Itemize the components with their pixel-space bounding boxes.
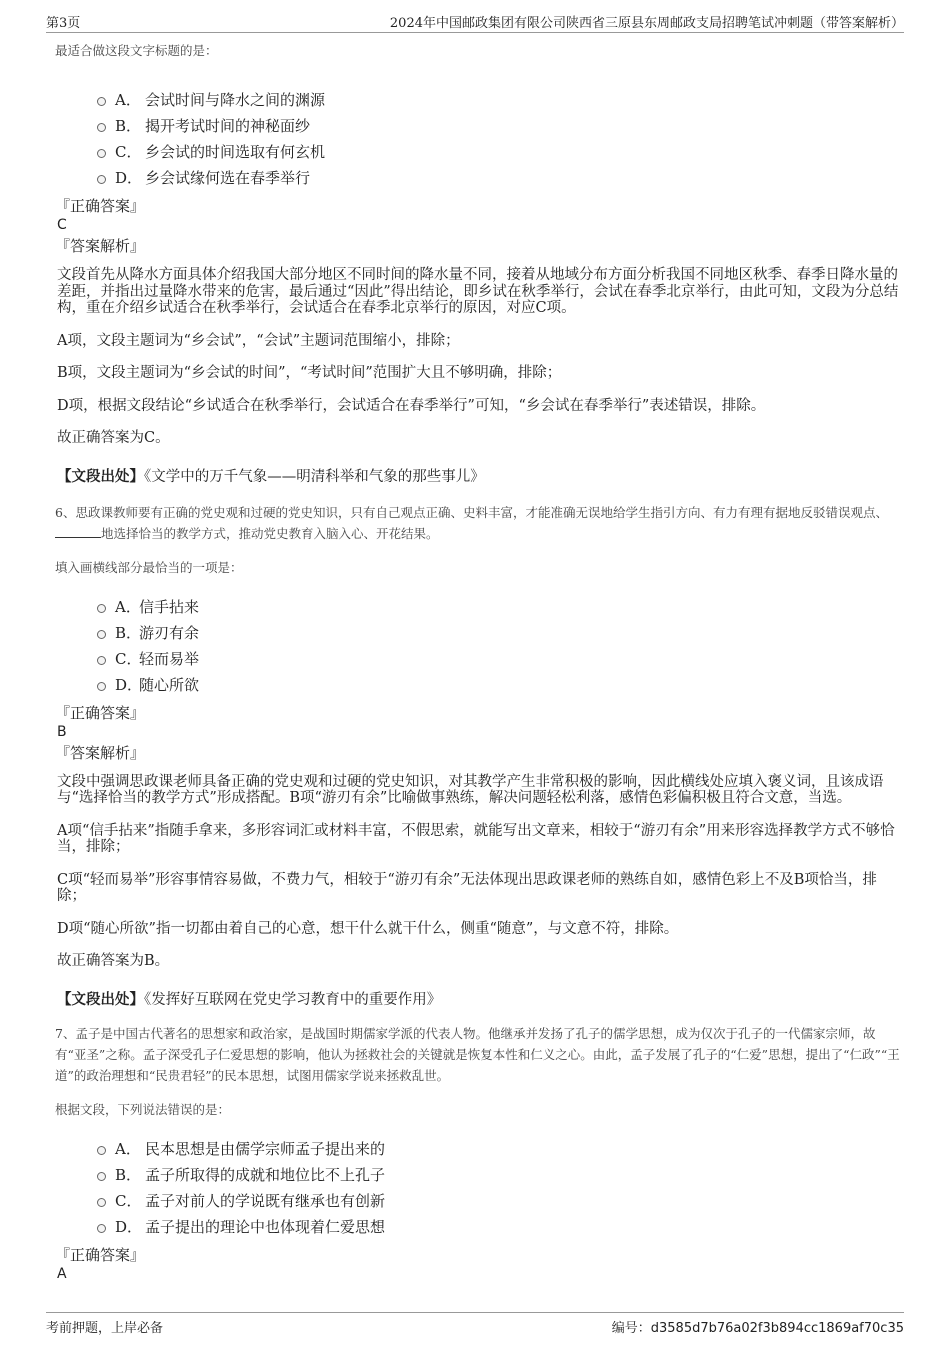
q5-option-b[interactable]: B． 揭开考试时间的神秘面纱	[97, 113, 904, 139]
q5-option-d[interactable]: D． 乡会试缘何选在春季举行	[97, 165, 904, 191]
radio-icon[interactable]	[97, 97, 106, 106]
q6-explanation-4: D项“随心所欲”指一切都由着自己的心意，想干什么就干什么，侧重“随意”，与文意不符，排除。	[57, 920, 679, 937]
q7-option-a[interactable]: A． 民本思想是由儒学宗师孟子提出来的	[97, 1136, 904, 1162]
radio-icon[interactable]	[97, 175, 106, 184]
radio-icon[interactable]	[97, 656, 106, 665]
q7-stem: 7、孟子是中国古代著名的思想家和政治家，是战国时期儒家学派的代表人物。他继承并发扬了孔子的儒学思想，成为仅次于孔子的一代儒家宗师，故有“亚圣”之称。孟子深受孔子仁爱思想的影响，他认为拯救社会的关键就是恢复本性和仁义之心。由此，孟子发展了孔子的“仁爱”思想，提出了“仁政”“王道”的政治理想和“民贵君轻”的民本思想，试图用儒家学说来拯救乱世。	[55, 1025, 900, 1083]
q5-explanation-4: D项，根据文段结论“乡试适合在秋季举行，会试适合在春季举行”可知，“乡会试在春季举行”表述错误，排除。	[57, 397, 766, 414]
q5-answer-label: 『正确答案』	[55, 197, 146, 215]
q6-option-a[interactable]: A．信手拈来	[97, 594, 904, 620]
q6-explanation-1: 文段中强调思政课老师具备正确的党史观和过硬的党史知识，对其教学产生非常积极的影响，因此横线处应填入褒义词，且该成语与“选择恰当的教学方式”形成搭配。B项“游刃有余”比喻做事熟练，解决问题轻松利落，感情色彩偏积极且符合文意，当选。	[57, 773, 884, 806]
q5-answer: C	[57, 217, 67, 233]
q7-option-b[interactable]: B． 孟子所取得的成就和地位比不上孔子	[97, 1162, 904, 1188]
radio-icon[interactable]	[97, 630, 106, 639]
q6-explanation-3: C项“轻而易举”形容事情容易做，不费力气，相较于“游刃有余”无法体现出思政课老师的熟练自如，感情色彩上不及B项恰当，排除；	[57, 871, 877, 904]
page-footer	[46, 1312, 904, 1337]
radio-icon[interactable]	[97, 123, 106, 132]
q6-prompt: 填入画横线部分最恰当的一项是：	[55, 559, 243, 575]
document-code: 编号：d3585d7b76a02f3b894cc1869af70c35	[611, 1321, 904, 1336]
q6-options	[97, 594, 904, 698]
q7-options	[97, 1136, 904, 1240]
q6-explain-label: 『答案解析』	[55, 743, 146, 762]
radio-icon[interactable]	[97, 682, 106, 691]
q5-prompt: 最适合做这段文字标题的是：	[55, 43, 218, 58]
q5-explanation-5: 故正确答案为C。	[57, 430, 170, 446]
radio-icon[interactable]	[97, 1224, 106, 1233]
q5-option-a[interactable]: A． 会试时间与降水之间的渊源	[97, 87, 904, 113]
q6-answer-label: 『正确答案』	[55, 703, 146, 722]
page-number: 第3页	[46, 16, 81, 31]
q5-explanation-1: 文段首先从降水方面具体介绍我国大部分地区不同时间的降水量不同，接着从地域分布方面分析我国不同地区秋季、春季日降水量的差距，并指出过量降水带来的危害，最后通过“因此”得出结论，即乡试在秋季举行，会试在春季北京举行，由此可知，文段为分总结构，重在介绍乡试适合在秋季举行，会试适合在春季北京举行的原因，对应C项。	[57, 267, 899, 316]
content	[55, 40, 904, 1284]
q6-option-b[interactable]: B．游刃有余	[97, 620, 904, 646]
q5-source: 【文段出处】《文学中的万千气象——明清科举和气象的那些事儿》	[57, 467, 485, 485]
q6-option-d[interactable]: D．随心所欲	[97, 672, 904, 698]
q6-explanation-2: A项“信手拈来”指随手拿来，多形容词汇或材料丰富，不假思索，就能写出文章来，相较于“游刃有余”用来形容选择教学方式不够恰当，排除；	[57, 822, 895, 855]
page-header	[46, 8, 904, 33]
radio-icon[interactable]	[97, 149, 106, 158]
radio-icon[interactable]	[97, 1172, 106, 1181]
fill-blank	[55, 525, 101, 538]
q5-option-c[interactable]: C． 乡会试的时间选取有何玄机	[97, 139, 904, 165]
q7-option-c[interactable]: C． 孟子对前人的学说既有继承也有创新	[97, 1188, 904, 1214]
q6-answer: B	[57, 723, 67, 740]
q7-option-d[interactable]: D． 孟子提出的理论中也体现着仁爱思想	[97, 1214, 904, 1240]
q7-prompt: 根据文段，下列说法错误的是：	[55, 1101, 231, 1117]
q6-stem: 6、思政课教师要有正确的党史观和过硬的党史知识，只有自己观点正确、史料丰富，才能准确无误地给学生指引方向、有力有理有据地反驳错误观点、地选择恰当的教学方式，推动党史教育入脑入心、开花结果。	[55, 504, 888, 541]
q5-explain-label: 『答案解析』	[55, 237, 146, 255]
radio-icon[interactable]	[97, 1198, 106, 1207]
radio-icon[interactable]	[97, 604, 106, 613]
document-title: 2024年中国邮政集团有限公司陕西省三原县东周邮政支局招聘笔试冲刺题（带答案解析）	[389, 16, 904, 31]
q5-explanation-3: B项，文段主题词为“乡会试的时间”，“考试时间”范围扩大且不够明确，排除；	[57, 365, 562, 381]
q6-explanation-5: 故正确答案为B。	[57, 953, 170, 969]
q5-explanation-2: A项，文段主题词为“乡会试”，“会试”主题词范围缩小，排除；	[57, 332, 460, 349]
radio-icon[interactable]	[97, 1146, 106, 1155]
q7-answer: A	[57, 1265, 67, 1282]
q7-answer-label: 『正确答案』	[55, 1245, 146, 1264]
q5-options	[97, 87, 904, 191]
q6-source: 【文段出处】《发挥好互联网在党史学习教育中的重要作用》	[57, 990, 442, 1008]
q6-option-c[interactable]: C．轻而易举	[97, 646, 904, 672]
footer-slogan: 考前押题，上岸必备	[46, 1321, 164, 1336]
